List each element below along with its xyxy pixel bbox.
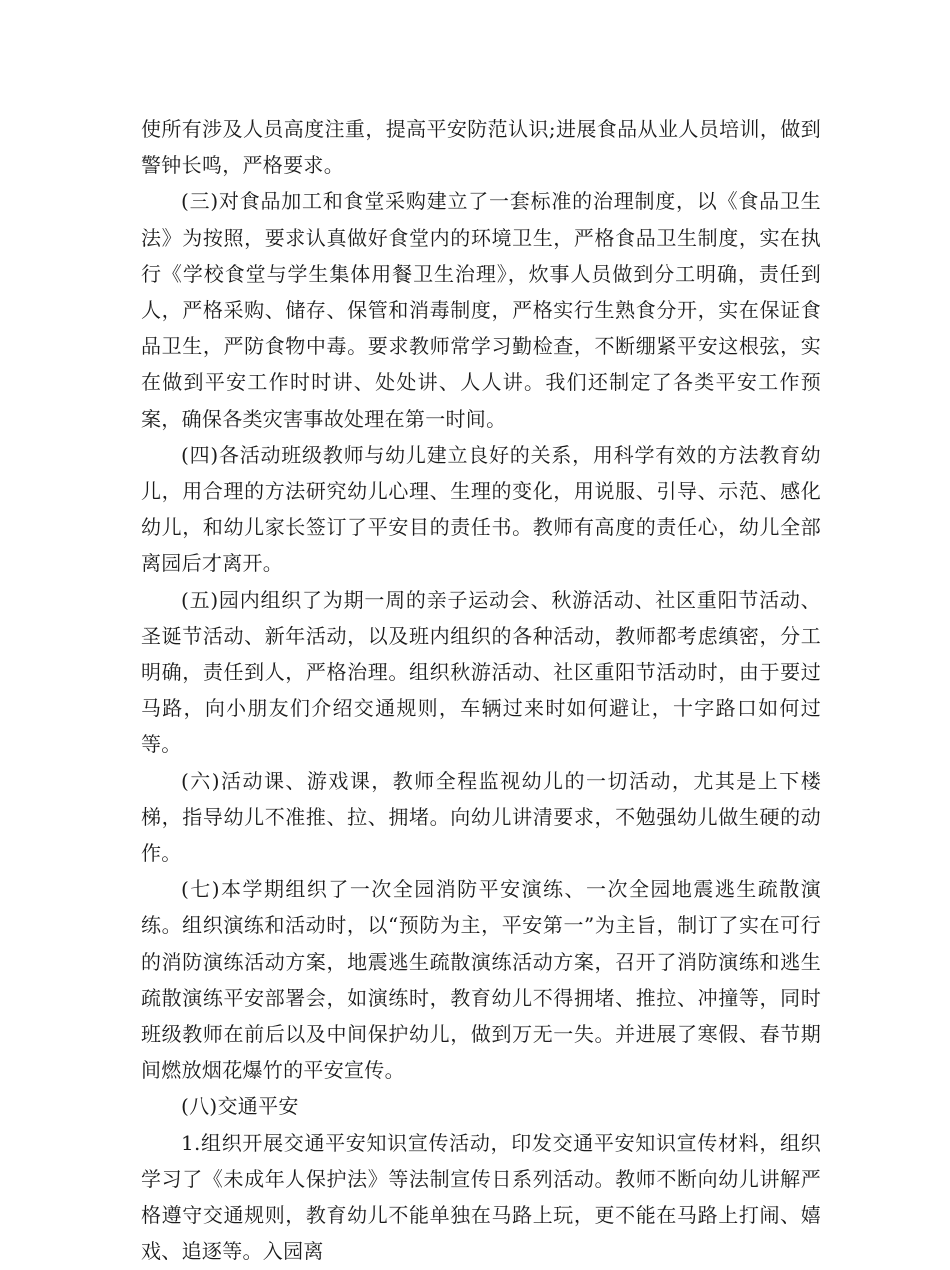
paragraph: (七)本学期组织了一次全园消防平安演练、一次全园地震逃生疏散演练。组织演练和活动时，以“预防为主，平安第一”为主旨，制订了实在可行的消防演练活动方案，地震逃生疏散演练活动方案，召开了消防演练和逃生疏散演练平安部署会，如演练时，教育幼儿不得拥堵、推拉、冲撞等，同时班级教师在前后以及中间保护幼儿，做到万无一失。并进展了寒假、春节期间燃放烟花爆竹的平安宣传。: [141, 877, 821, 1083]
section-heading: (八)交通平安: [181, 1094, 299, 1119]
paragraph: (六)活动课、游戏课，教师全程监视幼儿的一切活动，尤其是上下楼梯，指导幼儿不准推、拉、拥堵。向幼儿讲清要求，不勉强幼儿做生硬的动作。: [141, 768, 821, 866]
paragraph: (五)园内组织了为期一周的亲子运动会、秋游活动、社区重阳节活动、圣诞节活动、新年活动，以及班内组织的各种活动，教师都考虑缜密，分工明确，责任到人，严格治理。组织秋游活动、社区重阳节活动时，由于要过马路，向小朋友们介绍交通规则，车辆过来时如何避让，十字路口如何过等。: [141, 587, 821, 757]
paragraph: (四)各活动班级教师与幼儿建立良好的关系，用科学有效的方法教育幼儿，用合理的方法研究幼儿心理、生理的变化，用说服、引导、示范、感化幼儿，和幼儿家长签订了平安目的责任书。教师有高度的责任心，幼儿全部离园后才离开。: [141, 442, 821, 576]
paragraph: 1.组织开展交通平安知识宣传活动，印发交通平安知识宣传材料，组织学习了《未成年人保护法》等法制宣传日系列活动。教师不断向幼儿讲解严格遵守交通规则，教育幼儿不能单独在马路上玩，更不能在马路上打闹、嬉戏、追逐等。入园离: [141, 1130, 821, 1264]
document-body: [141, 111, 821, 1270]
paragraph: (三)对食品加工和食堂采购建立了一套标准的治理制度，以《食品卫生法》为按照，要求认真做好食堂内的环境卫生，严格食品卫生制度，实在执行《学校食堂与学生集体用餐卫生治理》，炊事人员做到分工明确，责任到人，严格采购、储存、保管和消毒制度，严格实行生熟食分开，实在保证食品卫生，严防食物中毒。要求教师常学习勤检查，不断绷紧平安这根弦，实在做到平安工作时时讲、处处讲、人人讲。我们还制定了各类平安工作预案，确保各类灾害事故处理在第一时间。: [141, 189, 821, 431]
paragraph: 使所有涉及人员高度注重，提高平安防范认识;进展食品从业人员培训，做到警钟长鸣，严格要求。: [141, 117, 821, 178]
